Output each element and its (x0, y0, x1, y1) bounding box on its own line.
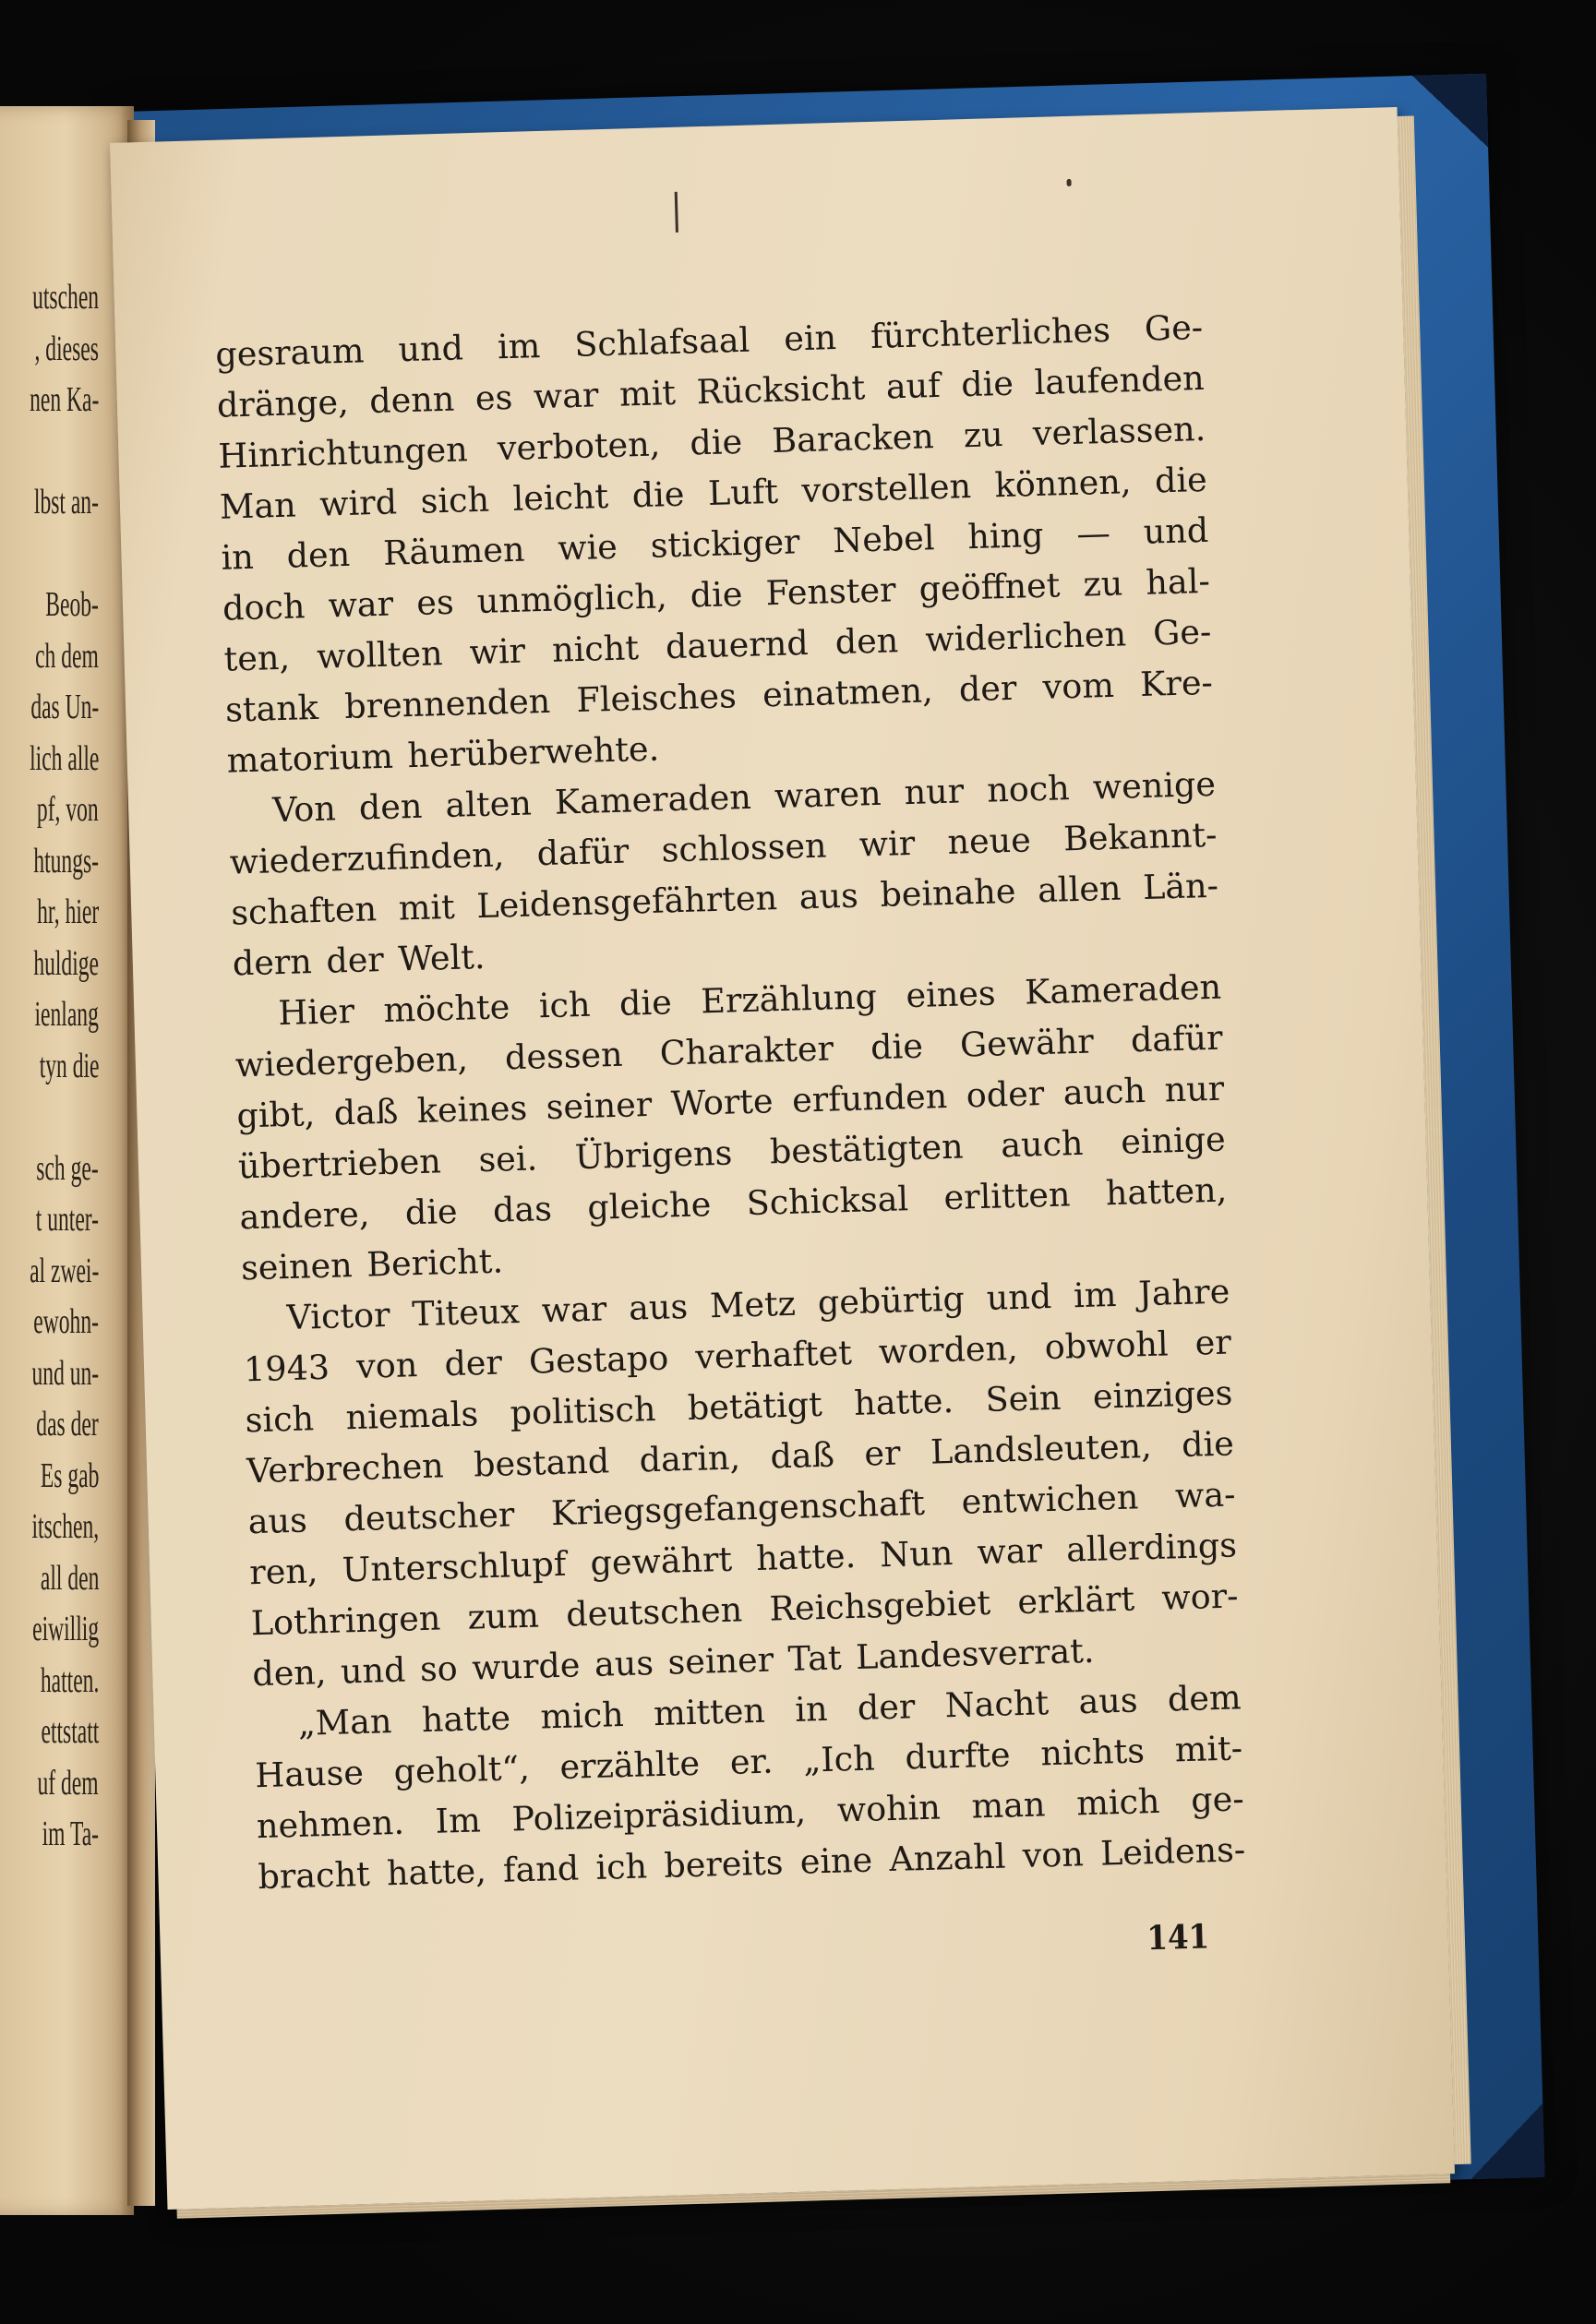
text-line: in den Räumen wie stickiger Nebel hing — und (220, 509, 1209, 578)
text-line: stank brennenden Fleisches einatmen, der vom Kre- (224, 662, 1214, 730)
text-line: doch war es unmöglich, die Fenster geöffnet zu hal- (222, 560, 1211, 629)
ink-speck (675, 192, 678, 233)
previous-page-line: pf, von (37, 790, 99, 829)
text-line: dern der Welt. (232, 936, 486, 984)
text-line: gesraum und im Schlafsaal ein fürchterliches Ge- (214, 306, 1204, 375)
text-line: Victor Titeux war aus Metz gebürtig und im Jahre (286, 1271, 1230, 1338)
ink-speck (1066, 179, 1071, 186)
text-line: Lothringen zum deutschen Reichsgebiet erklärt wor- (250, 1575, 1240, 1644)
text-line: bracht hatte, fand ich bereits eine Anzahl von Leidens- (257, 1829, 1246, 1898)
previous-page-line: ienlang (34, 995, 99, 1034)
text-line: den, und so wurde aus seiner Tat Landesverrat. (251, 1630, 1096, 1695)
previous-page-line: t unter- (35, 1200, 99, 1239)
book-page (110, 107, 1455, 2210)
previous-page-line: utschen (32, 278, 99, 317)
previous-page-line: al zwei- (29, 1251, 99, 1290)
text-line: übertrieben sei. Übrigens bestätigten auch einige (237, 1119, 1227, 1187)
previous-page-line: hr, hier (36, 892, 99, 931)
previous-page-line: sch ge- (36, 1148, 99, 1188)
text-line: dränge, denn es war mit Rücksicht auf die laufenden (216, 357, 1206, 425)
previous-page-line: htungs- (33, 841, 99, 880)
text-line: nehmen. Im Polizeipräsidium, wohin man mich ge- (256, 1779, 1245, 1847)
previous-page-line: Beob- (45, 585, 99, 624)
page-stack-bottom-edge (177, 2174, 1451, 2219)
text-line: Hier möchte ich die Erzählung eines Kameraden (277, 966, 1222, 1034)
previous-page-line: , dieses (34, 329, 99, 368)
previous-page-line: ewohn- (33, 1302, 99, 1341)
previous-page-line: lbst an- (33, 483, 99, 521)
text-line: ten, wollten wir nicht dauernd den widerlichen Ge- (223, 611, 1212, 679)
previous-page-line: und un- (31, 1353, 99, 1393)
previous-page-line: uf dem (37, 1763, 99, 1803)
previous-page-line: huldige (33, 943, 99, 983)
previous-page-line: itschen, (31, 1507, 99, 1546)
text-line: wiedergeben, dessen Charakter die Gewähr dafür (234, 1017, 1224, 1085)
text-line: Verbrechen bestand darin, daß er Landsleuten, die (246, 1423, 1235, 1491)
previous-page-line: ettstatt (41, 1712, 99, 1751)
text-line: „Man hatte mich mitten in der Nacht aus dem (297, 1677, 1242, 1743)
text-line: Hinrichtungen verboten, die Baracken zu verlassen. (217, 408, 1206, 476)
text-line: Von den alten Kameraden waren nur noch wenige (271, 763, 1217, 831)
previous-page-line: das der (36, 1405, 99, 1444)
text-line: matorium herüberwehte. (226, 728, 660, 781)
previous-page-line: nen Ka- (29, 380, 99, 419)
previous-page-fragment (0, 106, 134, 2215)
previous-page-line: tyn die (39, 1046, 99, 1085)
previous-page-line: das Un- (30, 688, 99, 726)
body-text (215, 302, 1246, 1902)
text-line: 1943 von der Gestapo verhaftet worden, obwohl er (243, 1322, 1232, 1390)
text-line: andere, die das gleiche Schicksal erlitten hatten, (238, 1169, 1228, 1238)
previous-page-line: lich alle (29, 738, 99, 778)
previous-page-line: im Ta- (42, 1815, 99, 1853)
previous-page-line: ch dem (35, 636, 99, 676)
text-line: gibt, daß keines seiner Worte erfunden oder auch nur (235, 1068, 1225, 1136)
text-line: ren, Unterschlupf gewährt hatte. Nun war allerdings (248, 1525, 1238, 1593)
text-line: aus deutscher Kriegsgefangenschaft entwichen wa- (247, 1474, 1236, 1542)
previous-page-line: hatten. (40, 1660, 99, 1700)
text-line: sich niemals politisch betätigt hatte. Sein einziges (245, 1372, 1233, 1441)
text-line: Man wird sich leicht die Luft vorstellen können, die (219, 459, 1208, 527)
text-line: schaften mit Leidensgefährten aus beinahe allen Län- (230, 865, 1219, 933)
text-line: seinen Bericht. (240, 1240, 504, 1288)
page-number: 141 (1146, 1917, 1210, 1959)
text-line: wiederzufinden, dafür schlossen wir neue Bekannt- (229, 814, 1218, 882)
cover-corner-top-right (1412, 74, 1488, 150)
cover-corner-bottom-right (1469, 2103, 1544, 2179)
text-line: Hause geholt“, erzählte er. „Ich durfte nichts mit- (254, 1728, 1243, 1796)
previous-page-line: Es gab (40, 1455, 99, 1495)
previous-page-line: eiwillig (32, 1610, 99, 1648)
previous-page-line: all den (40, 1558, 99, 1598)
